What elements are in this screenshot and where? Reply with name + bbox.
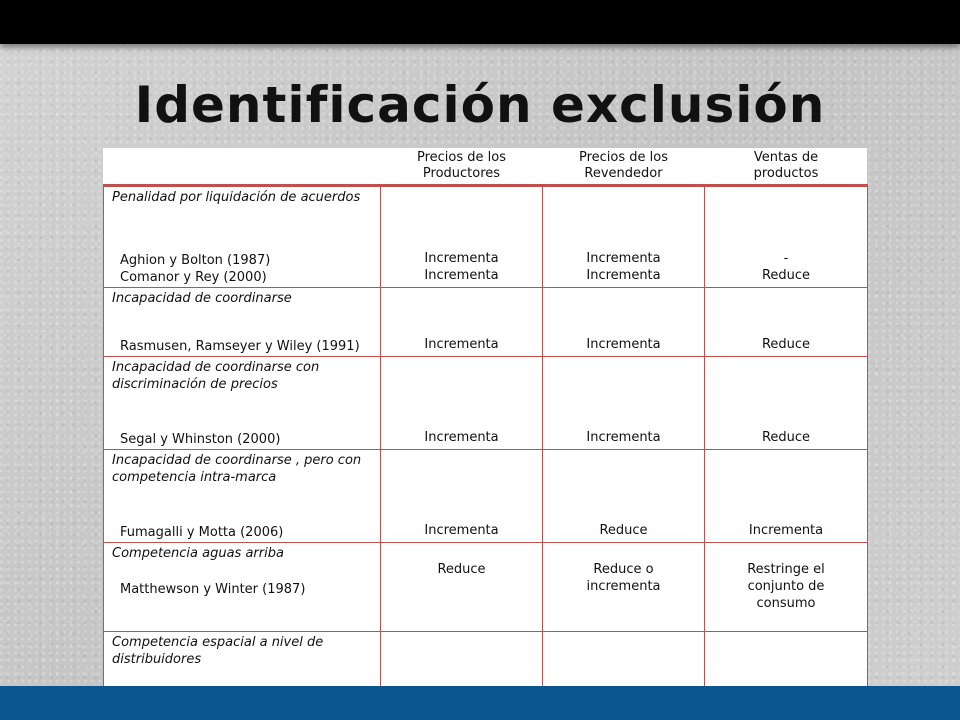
- ventas-value: Reduce: [761, 337, 811, 352]
- table-row: [104, 288, 868, 357]
- authors-list: [120, 252, 270, 286]
- category-label: Incapacidad de coordinarse: [112, 291, 292, 306]
- ventas-value-cell: [705, 450, 868, 543]
- table-row: [104, 450, 868, 543]
- reference-cell-content: [112, 359, 376, 451]
- category-label: Competencia aguas arriba: [112, 546, 284, 561]
- authors-list: [120, 581, 305, 598]
- table-row: [104, 543, 868, 632]
- header-row: [104, 148, 868, 186]
- productores-value: Reduce: [437, 562, 486, 577]
- category-label: Penalidad por liquidación de acuerdos: [112, 190, 361, 205]
- ventas-value: Reduce: [761, 268, 811, 283]
- table-row: [104, 357, 868, 450]
- table-body: [104, 186, 868, 713]
- authors-list: [120, 524, 283, 541]
- productores-value-cell: [381, 288, 543, 357]
- revendedor-value: Incrementa: [586, 430, 661, 445]
- revendedor-value-cell: [543, 288, 705, 357]
- ventas-value-cell: [705, 186, 868, 288]
- reference-cell: [104, 543, 381, 632]
- comparison-table: [103, 148, 868, 713]
- category-label: Incapacidad de coordinarse con discriminación de precios: [112, 360, 320, 392]
- productores-value-cell: [381, 186, 543, 288]
- productores-value: Incrementa: [424, 337, 499, 352]
- productores-value-cell: [381, 357, 543, 450]
- bottom-bar: [0, 686, 960, 720]
- ventas-value: Reduce: [761, 430, 811, 445]
- productores-value: Incrementa: [424, 430, 499, 445]
- reference-cell-content: [112, 290, 376, 358]
- productores-value: Incrementa: [424, 251, 499, 266]
- revendedor-value-cell: [543, 186, 705, 288]
- category-label: Competencia espacial a nivel de distribuidores: [112, 635, 324, 667]
- reference-cell-content: [112, 452, 376, 544]
- header-cell-revendedor: Precios de los Revendedor: [543, 148, 705, 186]
- ventas-value: -: [783, 251, 789, 266]
- table-row: [104, 186, 868, 288]
- revendedor-value-cell: [543, 357, 705, 450]
- reference-cell: [104, 186, 381, 288]
- header-cell-productores: Precios de los Productores: [381, 148, 543, 186]
- author-citation: Rasmusen, Ramseyer y Wiley (1991): [120, 339, 360, 354]
- productores-value: Incrementa: [424, 268, 499, 283]
- reference-cell: [104, 357, 381, 450]
- author-citation: Matthewson y Winter (1987): [120, 582, 306, 597]
- revendedor-value: Incrementa: [586, 268, 661, 283]
- revendedor-value-cell: [543, 450, 705, 543]
- category-label: Incapacidad de coordinarse , pero con competencia intra-marca: [112, 453, 362, 485]
- ventas-value: Restringe el conjunto de consumo: [747, 562, 825, 611]
- ventas-value-cell: [705, 543, 868, 632]
- comparison-table-panel: [103, 148, 867, 686]
- productores-value-cell: [381, 450, 543, 543]
- header-cell-ventas: Ventas de productos: [705, 148, 868, 186]
- reference-cell-content: [112, 545, 376, 633]
- ventas-value-cell: [705, 357, 868, 450]
- reference-cell: [104, 450, 381, 543]
- revendedor-value: Reduce o incrementa: [586, 562, 661, 594]
- author-citation: Comanor y Rey (2000): [120, 270, 267, 285]
- authors-list: [120, 338, 360, 355]
- revendedor-value: Incrementa: [586, 251, 661, 266]
- productores-value-cell: [381, 543, 543, 632]
- revendedor-value: Reduce: [599, 523, 648, 538]
- reference-cell: [104, 288, 381, 357]
- authors-list: [120, 431, 280, 448]
- slide-title: Identificación exclusión: [134, 76, 826, 134]
- ventas-value: Incrementa: [748, 523, 824, 538]
- revendedor-value-cell: [543, 543, 705, 632]
- reference-cell-content: [112, 189, 376, 289]
- author-citation: Segal y Whinston (2000): [120, 432, 281, 447]
- author-citation: Aghion y Bolton (1987): [120, 253, 271, 268]
- ventas-value-cell: [705, 288, 868, 357]
- top-bar: [0, 0, 960, 44]
- header-cell-empty: [104, 148, 381, 186]
- revendedor-value: Incrementa: [586, 337, 661, 352]
- productores-value: Incrementa: [424, 523, 499, 538]
- author-citation: Fumagalli y Motta (2006): [120, 525, 284, 540]
